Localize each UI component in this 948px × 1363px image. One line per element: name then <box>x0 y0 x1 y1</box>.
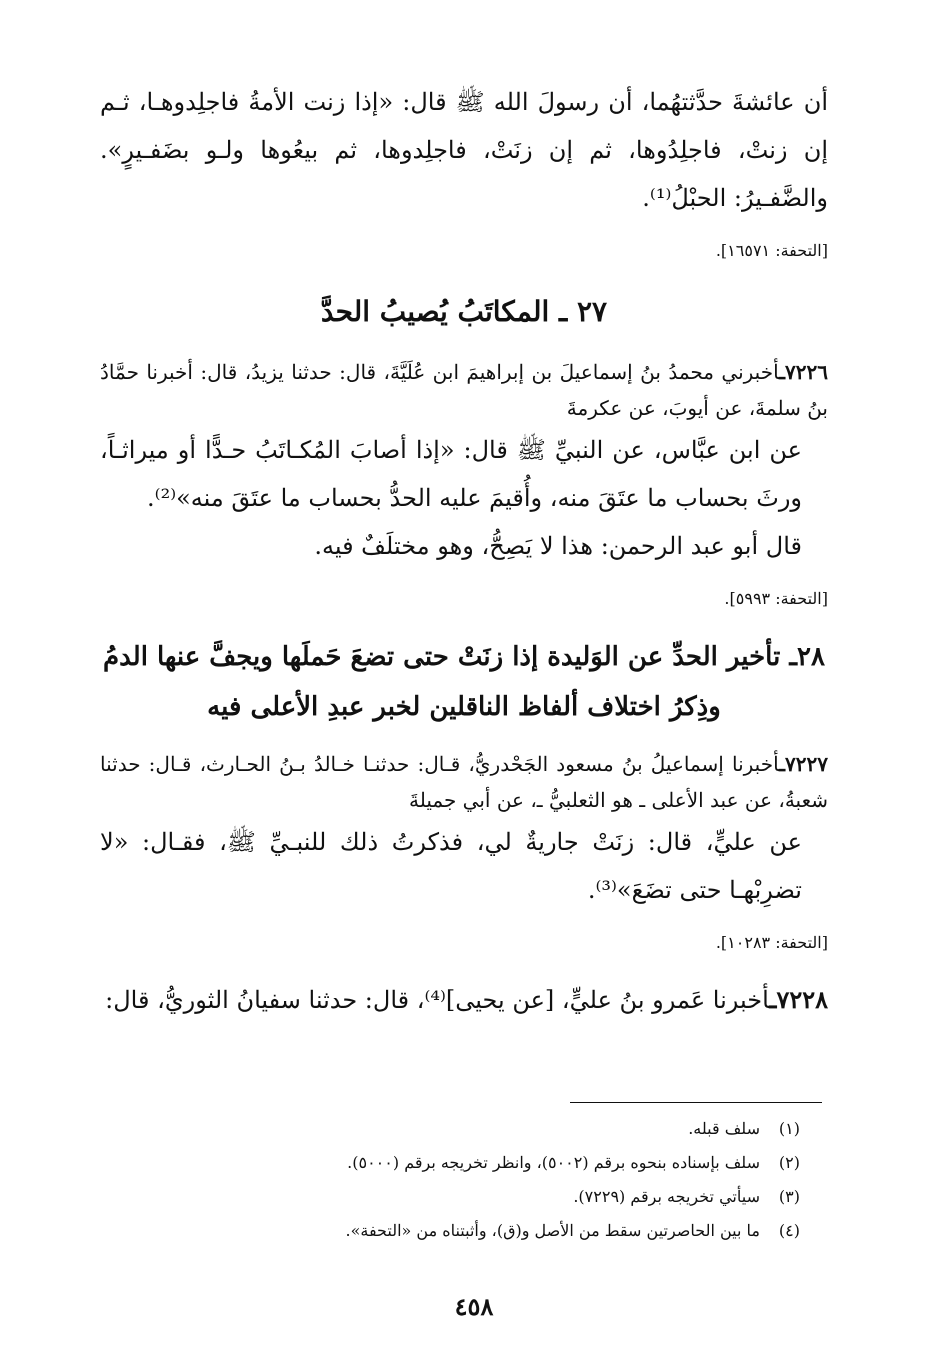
footnote-number: (٣) <box>778 1187 800 1206</box>
footnotes <box>100 1112 800 1248</box>
footnote <box>100 1112 800 1146</box>
hadith-number: ٧٢٢٦ـ <box>779 360 828 384</box>
tuhfa-reference: [التحفة: ١٠٢٨٣]. <box>715 933 828 952</box>
chapter-heading-28-line-1: ٢٨ـ تأخير الحدِّ عن الوَليدة إذا زنَتْ حتى تضعَ حَملَها ويجفَّ عنها الدمُ <box>103 642 825 672</box>
footnote <box>100 1214 800 1248</box>
chapter-heading-27: ٢٧ ـ المكاتَبُ يُصيبُ الحدَّ <box>320 295 608 328</box>
hadith-7226-isnad <box>100 354 828 426</box>
hadith-7226-matn: عن ابن عبَّاس، عن النبيِّ ﷺ قال: «إذا أصابَ المُكـاتَبُ حـدًّا أو ميراثـاً، ورثَ بحساب ما عتَقَ منه، وأُقيمَ عليه الحدُّ بحساب ما عتَقَ منه»⁽²⁾. <box>100 436 802 512</box>
hadith-number: ٧٢٢٧ـ <box>779 752 828 776</box>
hadith-7227-isnad <box>100 746 828 818</box>
footnote <box>100 1180 800 1214</box>
footnote-number: (١) <box>778 1119 800 1138</box>
isnad-text: أخبرنا عَمرو بنُ عليٍّ، [عن يحيى]⁽⁴⁾، قال: حدثنا سفيانُ الثوريُّ، قال: <box>105 986 770 1014</box>
isnad-text: أخبرني محمدُ بنُ إسماعيلَ بن إبراهيمَ ابن عُلَيَّةَ، قال: حدثنا يزيدُ، قال: أخبرنا حمَّادُ بنُ سلمةَ، عن أيوبَ، عن عكرمةَ <box>100 360 828 420</box>
footnote-number: (٤) <box>778 1221 800 1240</box>
chapter-heading-28-line-2: وذِكرُ اختلاف ألفاظ الناقلين لخبر عبدِ الأعلى فيه <box>207 692 721 722</box>
hadith-7228-isnad <box>100 976 828 1024</box>
tuhfa-reference: [التحفة: ١٦٥٧١]. <box>715 241 828 260</box>
isnad-text: أخبرنا إسماعيلُ بنُ مسعود الجَحْدريُّ، قـال: حدثنـا خـالدُ بـنُ الحـارث، قـال: حدثنا شعبةُ، عن عبد الأعلى ـ هو الثعلبيُّ ـ، عن أبي جميلةَ <box>100 752 828 812</box>
hadith-number: ٧٢٢٨ـ <box>769 985 828 1014</box>
footnote-separator <box>570 1102 822 1103</box>
tuhfa-reference: [التحفة: ٥٩٩٣]. <box>724 589 828 608</box>
footnote-text: سلف بإسناده بنحوه برقم (٥٠٠٢)، وانظر تخريجه برقم (٥٠٠٠). <box>347 1153 760 1172</box>
author-comment: قال أبو عبد الرحمن: هذا لا يَصِحُّ، وهو مختلَفٌ فيه. <box>314 532 802 560</box>
chapter-heading-28 <box>100 632 828 732</box>
footnote-text: سلف قبله. <box>688 1119 760 1138</box>
footnote-text: سيأتي تخريجه برقم (٧٢٢٩). <box>573 1187 760 1206</box>
hadith-text-continuation: أن عائشةَ حدَّثتهُما، أن رسولَ الله ﷺ قال: «إذا زنت الأمةُ فاجلِدوهـا، ثـم إن زنتْ، فاجلِدُوها، ثم إن زنَتْ، فاجلِدوها، ثم بيعُوها ولـو بضَفـيرٍ». والضَّفـيرُ: الحبْلُ⁽¹⁾. <box>100 88 828 212</box>
page-number: ٤٥٨ <box>454 1292 494 1321</box>
footnote <box>100 1146 800 1180</box>
footnote-text: ما بين الحاصرتين سقط من الأصل و(ق)، وأثبتناه من «التحفة». <box>345 1221 760 1240</box>
page-body <box>100 78 828 1024</box>
footnote-number: (٢) <box>778 1153 800 1172</box>
hadith-7227-matn: عن عليٍّ، قال: زنَتْ جاريةٌ لي، فذكرتُ ذلك للنبـيِّ ﷺ، فقـال: «لا تضرِبْهـا حتى تضَعَ»⁽³⁾. <box>100 828 802 904</box>
